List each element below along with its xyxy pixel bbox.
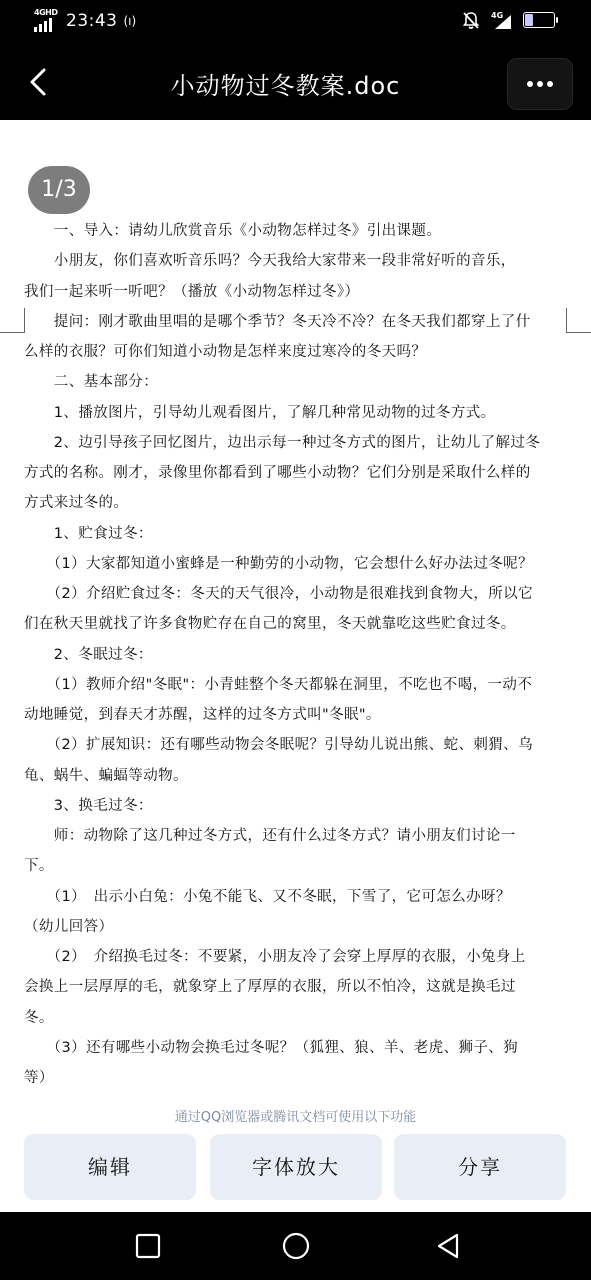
document-line: 1、播放图片，引导幼儿观看图片，了解几种常见动物的过冬方式。 — [24, 404, 496, 421]
font-enlarge-button[interactable]: 字体放大 — [210, 1134, 382, 1200]
status-bar — [0, 0, 591, 44]
document-line: 3、换毛过冬： — [24, 797, 153, 814]
battery-level: 26 — [532, 14, 546, 25]
chevron-left-icon — [20, 62, 60, 102]
document-line: （1）教师介绍"冬眠"：小青蛙整个冬天都躲在洞里，不吃也不喝，一动不 — [24, 676, 533, 693]
document-line: 二、基本部分： — [24, 374, 159, 391]
document-line: 1、贮食过冬： — [24, 525, 153, 542]
network-type: 4GHD — [34, 8, 58, 17]
title-bar — [0, 44, 591, 120]
feature-hint: 通过QQ浏览器或腾讯文档可使用以下功能 — [174, 1110, 417, 1125]
document-line: 冬。 — [24, 1009, 54, 1026]
triangle-back-icon — [432, 1230, 464, 1262]
document-line: 方式的名称。刚才，录像里你都看到了哪些小动物？它们分别是采取什么样的 — [24, 465, 531, 481]
document-line: （1） 出示小白兔：小兔不能飞、又不冬眠，下雪了，它可怎么办呀？ — [24, 888, 511, 905]
back-button[interactable] — [20, 62, 60, 102]
document-line: （1）大家都知道小蜜蜂是一种勤劳的小动物，它会想什么好办法过冬呢？ — [24, 555, 533, 572]
document-line: （幼儿回答） — [24, 918, 114, 935]
document-line: 2、冬眠过冬： — [24, 646, 153, 663]
share-button[interactable]: 分享 — [394, 1134, 566, 1200]
edit-button[interactable]: 编辑 — [24, 1134, 196, 1200]
document-line: （2）介绍贮食过冬：冬天的天气很冷，小动物是很难找到食物大，所以它 — [24, 586, 533, 602]
system-nav-bar — [0, 1212, 591, 1280]
home-button[interactable] — [280, 1230, 312, 1262]
signal-4g-icon — [491, 10, 513, 30]
document-line: 师：动物除了这几种过冬方式，还有什么过冬方式？请小朋友们讨论一 — [24, 828, 516, 844]
recent-apps-button[interactable] — [132, 1230, 164, 1262]
document-text — [24, 216, 572, 1093]
cellular-signal-icon — [34, 10, 60, 32]
more-button[interactable] — [507, 58, 573, 110]
battery-icon — [523, 12, 555, 28]
document-line: 我们一起来听一听吧？（播放《小动物怎样过冬》） — [24, 283, 360, 300]
document-viewer[interactable] — [0, 120, 591, 1212]
document-line: （3）还有哪些小动物会换毛过冬呢？（狐狸、狼、羊、老虎、狮子、狗 — [24, 1039, 519, 1056]
page-indicator: 1/3 — [28, 166, 90, 214]
document-line: 等） — [24, 1070, 54, 1086]
signal-4g-label: 4G — [491, 11, 504, 20]
circle-icon — [280, 1230, 312, 1262]
page-corner-mark-left — [0, 308, 25, 333]
hotspot-icon: (ı) — [123, 14, 137, 28]
document-line: 们在秋天里就找了许多食物贮存在自己的窝里，冬天就靠吃这些贮食过冬。 — [24, 616, 516, 633]
document-line: 么样的衣服？可你们知道小动物是怎样来度过寒冷的冬天吗？ — [24, 344, 427, 360]
action-bar — [24, 1134, 568, 1200]
document-line: （2） 介绍换毛过冬：不要紧，小朋友冷了会穿上厚厚的衣服，小兔身上 — [24, 949, 526, 965]
document-line: 方式来过冬的。 — [24, 495, 129, 512]
document-line: 下。 — [24, 858, 54, 875]
document-line: 小朋友，你们喜欢听音乐吗？今天我给大家带来一段非常好听的音乐， — [24, 253, 516, 270]
document-line: 会换上一层厚厚的毛，就象穿上了厚厚的衣服，所以不怕冷，这就是换毛过 — [24, 979, 516, 996]
status-right — [461, 10, 555, 30]
square-icon — [132, 1230, 164, 1262]
document-line: 一、导入：请幼儿欣赏音乐《小动物怎样过冬》引出课题。 — [24, 223, 442, 239]
system-back-button[interactable] — [432, 1230, 464, 1262]
document-line: 龟、蜗牛、蝙蝠等动物。 — [24, 767, 188, 784]
status-time: 23:43 — [66, 11, 118, 31]
document-line: 2、边引导孩子回忆图片，边出示每一种过冬方式的图片，让幼儿了解过冬 — [24, 434, 541, 451]
more-dots-icon — [527, 81, 533, 87]
document-line: （2）扩展知识：还有哪些动物会冬眠呢？引导幼儿说出熊、蛇、刺猬、乌 — [24, 737, 533, 754]
document-line: 提问：刚才歌曲里唱的是哪个季节？冬天冷不冷？在冬天我们都穿上了什 — [24, 313, 531, 330]
document-title: 小动物过冬教案.doc — [170, 72, 401, 100]
document-line: 动地睡觉，到春天才苏醒，这样的过冬方式叫"冬眠"。 — [24, 707, 381, 723]
mute-bell-icon — [461, 10, 481, 30]
status-left — [34, 10, 136, 32]
